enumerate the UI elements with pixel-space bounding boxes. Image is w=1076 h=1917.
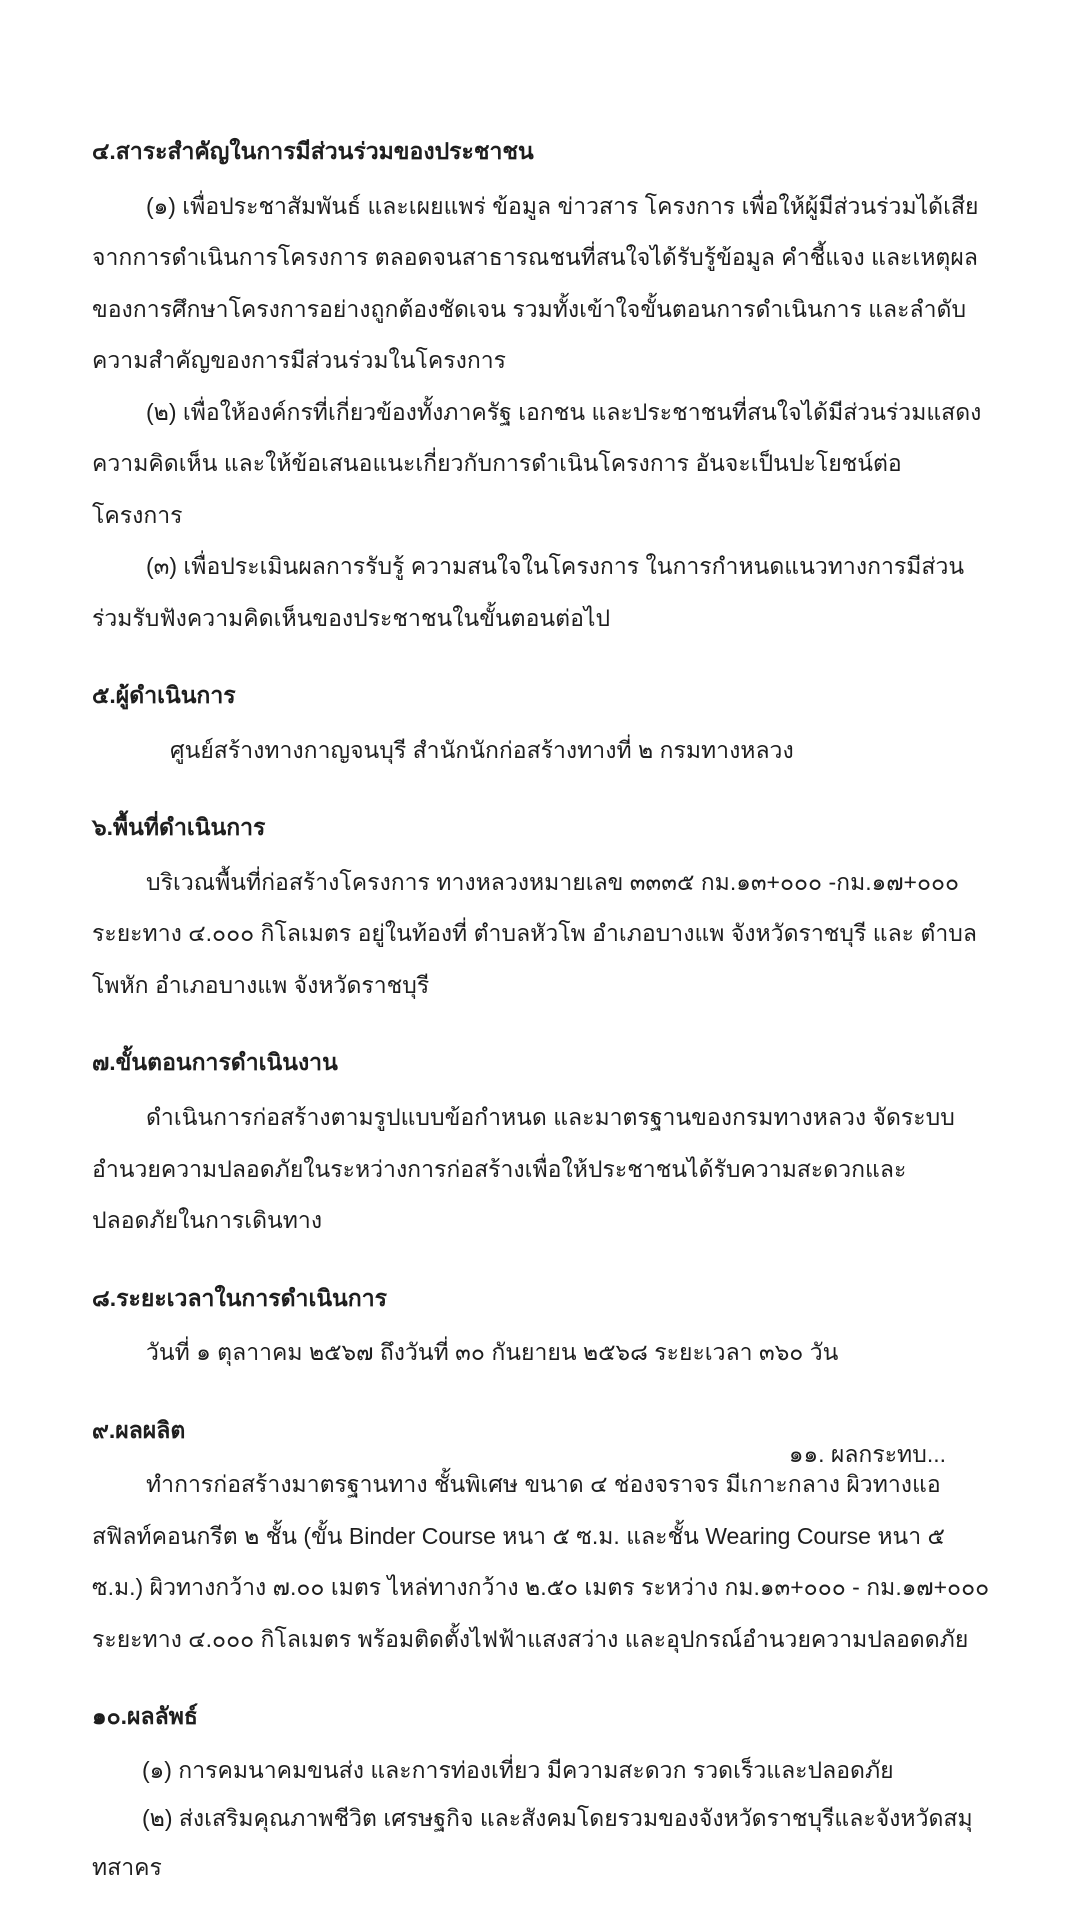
section-7-paragraph-1: ดำเนินการก่อสร้างตามรูปแบบข้อกำหนด และมาตรฐานของกรมทางหลวง จัดระบบอำนวยความปลอดภัยในระหว่างการก่อสร้างเพื่อให้ประชาชนได้รับความสะดวกและปลอดภัยในการเดินทาง xyxy=(92,1104,955,1234)
section-10-heading: ๑๐.ผลลัพธ์ xyxy=(92,1703,198,1730)
section-outcome xyxy=(92,1691,990,1890)
page-continuation-note: ๑๑. ผลกระทบ... xyxy=(788,1441,946,1467)
section-project-area xyxy=(92,802,990,1011)
section-5-paragraph-1: ศูนย์สร้างทางกาญจนบุรี สำนักนักก่อสร้างทางที่ ๒ กรมทางหลวง xyxy=(170,736,794,763)
section-4-paragraph-1: (๑) เพื่อประชาสัมพันธ์ และเผยแพร่ ข้อมูล ข่าวสาร โครงการ เพื่อให้ผู้มีส่วนร่วมได้เสียจากการดำเนินการโครงการ ตลอดจนสาธารณชนที่สนใจได้รับรู้ข้อมูล คำชี้แจง และเหตุผลของการศึกษาโครงการอย่างถูกต้องชัดเจน รวมทั้งเข้าใจขั้นตอนการดำเนินการ และลำดับความสำคัญของการมีส่วนร่วมในโครงการ xyxy=(92,192,979,374)
section-4-heading: ๔.สาระสำคัญในการมีส่วนร่วมของประชาชน xyxy=(92,138,534,164)
section-timeline xyxy=(92,1273,990,1379)
section-operator xyxy=(92,670,990,776)
section-5-heading: ๕.ผู้ดำเนินการ xyxy=(92,682,236,709)
section-10-item-1: (๑) การคมนาคมขนส่ง และการท่องเที่ยว มีความสะดวก รวดเร็วและปลอดภัย xyxy=(142,1756,894,1783)
section-4-paragraph-3: (๓) เพื่อประเมินผลการรับรู้ ความสนใจในโครงการ ในการกำหนดแนวทางการมีส่วนร่วมรับฟังความคิดเห็นของประชาชนในขั้นตอนต่อไป xyxy=(92,553,965,631)
section-7-heading: ๗.ขั้นตอนการดำเนินงาน xyxy=(92,1049,338,1076)
section-work-steps xyxy=(92,1037,990,1246)
section-6-paragraph-1: บริเวณพื้นที่ก่อสร้างโครงการ ทางหลวงหมายเลข ๓๓๓๕ กม.๑๓+๐๐๐ -กม.๑๗+๐๐๐ ระยะทาง ๔.๐๐๐ กิโลเมตร อยู่ในท้องที่ ตำบลหัวโพ อำเภอบางแพ จังหวัดราชบุรี และ ตำบลโพหัก อำเภอบางแพ จังหวัดราชบุรี xyxy=(92,868,977,998)
section-4-paragraph-2: (๒) เพื่อให้องค์กรที่เกี่ยวข้องทั้งภาครัฐ เอกชน และประชาชนที่สนใจได้มีส่วนร่วมแสดงความคิดเห็น และให้ข้อเสนอแนะเกี่ยวกับการดำเนินโครงการ อันจะเป็นปะโยชน์ต่อโครงการ xyxy=(92,398,982,528)
document-content xyxy=(92,126,990,1917)
section-9-heading: ๙.ผลผลิต xyxy=(92,1416,186,1443)
section-10-item-2: (๒) ส่งเสริมคุณภาพชีวิต เศรษฐกิจ และสังคมโดยรวมของจังหวัดราชบุรีและจังหวัดสมุทสาคร xyxy=(92,1805,973,1880)
section-8-paragraph-1: วันที่ ๑ ตุลาาคม ๒๕๖๗ ถึงวันที่ ๓๐ กันยายน ๒๕๖๘ ระยะเวลา ๓๖๐ วัน xyxy=(146,1339,839,1366)
section-8-heading: ๘.ระยะเวลาในการดำเนินการ xyxy=(92,1284,387,1311)
section-6-heading: ๖.พื้นที่ดำเนินการ xyxy=(92,814,266,841)
section-public-participation xyxy=(92,126,990,644)
section-9-paragraph-1: ทำการก่อสร้างมาตรฐานทาง ชั้นพิเศษ ขนาด ๔ ช่องจราจร มีเกาะกลาง ผิวทางแอสฟิลท์คอนกรีต ๒ ชั้น (ขั้น Binder Course หนา ๕ ซ.ม. และชั้น Wearing Course หนา ๕ ซ.ม.) ผิวทางกว้าง ๗.๐๐ เมตร ไหล่ทางกว้าง ๒.๕๐ เมตร ระหว่าง กม.๑๓+๐๐๐ - กม.๑๗+๐๐๐ ระยะทาง ๔.๐๐๐ กิโลเมตร พร้อมติดตั้งไฟฟ้าแสงสว่าง และอุปกรณ์อำนวยความปลอดดภัย xyxy=(92,1471,990,1652)
